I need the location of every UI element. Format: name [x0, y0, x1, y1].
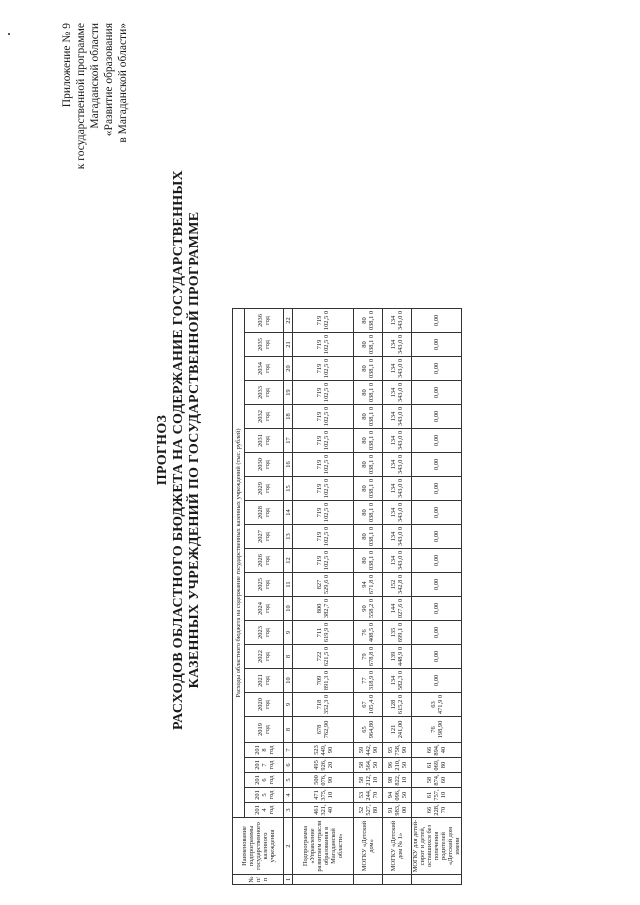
expense-value: 135 699,1 0	[383, 621, 412, 645]
expense-value: 0,00	[412, 525, 462, 549]
expense-value: 80 038,1 0	[354, 381, 383, 405]
expense-value: 134 343,0 0	[383, 453, 412, 477]
column-index: 9	[284, 621, 293, 645]
expense-value: 80 038,1 0	[354, 525, 383, 549]
expense-value: 59 442, 90	[354, 743, 383, 758]
appendix-line: «Развитие образования	[103, 23, 115, 137]
row-name: МОГКУ «Детский дом»	[354, 818, 383, 875]
expense-value: 134 343,0 0	[383, 549, 412, 573]
expense-value: 0,00	[412, 357, 462, 381]
title-line: РАСХОДОВ ОБЛАСТНОГО БЮДЖЕТА НА СОДЕРЖАНИЕ ГОСУДАРСТВЕННЫХ	[171, 170, 186, 730]
expense-value: 95 758, 90	[383, 743, 412, 758]
header-year: 2022 год	[245, 645, 284, 669]
expense-value: 80 038,1 0	[354, 549, 383, 573]
expense-value: 77 318,9 0	[354, 669, 383, 693]
expense-value: 719 102,5 0	[293, 453, 354, 477]
header-number: № п/ п	[233, 875, 284, 885]
expense-value: 139 448,9 0	[383, 645, 412, 669]
expense-value: 0,00	[412, 333, 462, 357]
column-index: 11	[284, 573, 293, 597]
expense-value: 0,00	[412, 597, 462, 621]
expense-value: 0,00	[412, 309, 462, 333]
expense-value: 152 342,8 0	[383, 573, 412, 597]
expense-value: 800 382,7 0	[293, 597, 354, 621]
header-year: 201 4 год	[245, 803, 284, 818]
column-index: 13	[284, 525, 293, 549]
column-index: 22	[284, 309, 293, 333]
row-number	[293, 875, 354, 885]
expense-value: 709 891,3 0	[293, 669, 354, 693]
column-index: 9	[284, 693, 293, 717]
expense-value: 0,00	[412, 645, 462, 669]
expense-value: 80 038,1 0	[354, 405, 383, 429]
title-line: КАЗЕННЫХ УЧРЕЖДЕНИЙ ПО ГОСУДАРСТВЕННОЙ ПРОГРАММЕ	[187, 211, 202, 689]
expense-value: 719 102,5 0	[293, 381, 354, 405]
expense-value: 471 375, 10	[293, 788, 354, 803]
expense-value: 66 894, 40	[412, 743, 462, 758]
column-index: 2	[284, 818, 293, 875]
expense-value: 52 527, 80	[354, 803, 383, 818]
row-name: МОГКУ для детей-сирот и детей, оставшихся без попечения родителей «Детский дом имени	[412, 818, 462, 875]
expense-value: 0,00	[412, 405, 462, 429]
expense-value: 65 964,80	[354, 717, 383, 743]
header-year: 2035 год	[245, 333, 284, 357]
expense-value: 96 210, 50	[383, 758, 412, 773]
column-index-row	[284, 309, 293, 885]
expense-value: 0,00	[412, 453, 462, 477]
column-index: 20	[284, 357, 293, 381]
column-index: 18	[284, 405, 293, 429]
expense-value: 0,00	[412, 669, 462, 693]
expense-value: 523 449, 90	[293, 743, 354, 758]
column-index: 4	[284, 788, 293, 803]
expense-value: 678 762,90	[293, 717, 354, 743]
column-index: 1	[284, 875, 293, 885]
scan-speck	[8, 33, 10, 35]
expense-value: 500 076, 90	[293, 773, 354, 788]
expense-value: 58 212, 10	[354, 773, 383, 788]
expense-value: 495 926, 20	[293, 758, 354, 773]
expense-value: 79 678,8 0	[354, 645, 383, 669]
budget-forecast-table	[232, 308, 462, 885]
document-title	[155, 125, 203, 775]
expense-value: 134 343,0 0	[383, 357, 412, 381]
column-index: 21	[284, 333, 293, 357]
expense-value: 719 102,5 0	[293, 333, 354, 357]
expense-value: 94 671,8 0	[354, 573, 383, 597]
row-name: МОГКУ «Детский дом № 1»	[383, 818, 412, 875]
header-year: 2026 год	[245, 549, 284, 573]
expense-value: 711 619,9 0	[293, 621, 354, 645]
column-index: 10	[284, 597, 293, 621]
header-expenses: Расходы областного бюджета на содержание государственных казенных учреждений (тыс. рублей)	[233, 309, 245, 818]
expense-value: 80 038,1 0	[354, 429, 383, 453]
expense-value: 121 241,00	[383, 717, 412, 743]
expense-value: 719 102,5 0	[293, 549, 354, 573]
column-index: 15	[284, 477, 293, 501]
expense-value: 0,00	[412, 621, 462, 645]
expense-value: 134 343,0 0	[383, 381, 412, 405]
appendix-line: в Магаданской области»	[117, 23, 129, 143]
expense-value: 76 408,5 0	[354, 621, 383, 645]
header-year: 2029 год	[245, 477, 284, 501]
expense-value: 80 038,1 0	[354, 357, 383, 381]
expense-value: 0,00	[412, 429, 462, 453]
expense-value: 98 822, 10	[383, 773, 412, 788]
header-year: 2031 год	[245, 429, 284, 453]
column-index: 8	[284, 645, 293, 669]
header-year: 2030 год	[245, 453, 284, 477]
expense-value: 0,00	[412, 381, 462, 405]
row-number	[383, 875, 412, 885]
row-number	[354, 875, 383, 885]
expense-value: 80 038,1 0	[354, 453, 383, 477]
table-row	[412, 309, 462, 885]
table-row	[293, 309, 354, 885]
column-index: 6	[284, 758, 293, 773]
expense-value: 58 564, 50	[354, 758, 383, 773]
expense-value: 53 244, 70	[354, 788, 383, 803]
expense-value: 91 983, 00	[383, 803, 412, 818]
expense-value: 719 102,5 0	[293, 357, 354, 381]
expense-value: 0,00	[412, 477, 462, 501]
expense-value: 134 582,3 0	[383, 669, 412, 693]
expense-value: 719 102,5 0	[293, 477, 354, 501]
column-index: 17	[284, 429, 293, 453]
expense-value: 61 757, 10	[412, 788, 462, 803]
expense-value: 80 038,1 0	[354, 477, 383, 501]
header-year: 201 6 год	[245, 773, 284, 788]
row-name: Подпрограмма «Управление развитием отрасли образования в Магаданской области»	[293, 818, 354, 875]
expense-value: 80 038,1 0	[354, 333, 383, 357]
header-year: 2032 год	[245, 405, 284, 429]
expense-value: 80 038,1 0	[354, 501, 383, 525]
header-year: 201 8 год	[245, 743, 284, 758]
expense-value: 134 343,0 0	[383, 501, 412, 525]
expense-value: 718 352,3 0	[293, 693, 354, 717]
title-line: ПРОГНОЗ	[155, 414, 170, 486]
expense-value: 722 621,5 0	[293, 645, 354, 669]
column-index: 12	[284, 549, 293, 573]
expense-value: 61 069, 80	[412, 758, 462, 773]
expense-value: 58 874, 60	[412, 773, 462, 788]
column-index: 5	[284, 773, 293, 788]
table-row	[354, 309, 383, 885]
expense-value: 134 343,0 0	[383, 333, 412, 357]
expense-value: 134 343,0 0	[383, 525, 412, 549]
column-index: 3	[284, 803, 293, 818]
header-year: 2027 год	[245, 525, 284, 549]
header-year: 2019 год	[245, 717, 284, 743]
expense-value: 134 343,0 0	[383, 477, 412, 501]
expense-value: 134 343,0 0	[383, 429, 412, 453]
header-year: 2021 год	[245, 669, 284, 693]
expense-value: 719 102,5 0	[293, 405, 354, 429]
header-year: 2036 год	[245, 309, 284, 333]
expense-value: 0,00	[412, 573, 462, 597]
appendix-line: к государственной программе	[75, 23, 87, 170]
expense-value: 134 343,0 0	[383, 309, 412, 333]
column-index: 7	[284, 743, 293, 758]
expense-value: 719 102,5 0	[293, 525, 354, 549]
expense-value: 719 102,5 0	[293, 309, 354, 333]
expense-value: 63 471,9 0	[412, 693, 462, 717]
table-row	[383, 309, 412, 885]
expense-value: 144 027,6 0	[383, 597, 412, 621]
header-year: 201 5 год	[245, 788, 284, 803]
expense-value: 90 558,2 0	[354, 597, 383, 621]
header-year: 2034 год	[245, 357, 284, 381]
column-index: 10	[284, 669, 293, 693]
expense-value: 66 228, 70	[412, 803, 462, 818]
header-year: 2023 год	[245, 621, 284, 645]
expense-value: 76 198,90	[412, 717, 462, 743]
expense-value: 719 102,5 0	[293, 501, 354, 525]
expense-value: 134 343,0 0	[383, 405, 412, 429]
header-year: 2033 год	[245, 381, 284, 405]
expense-value: 128 615,2 0	[383, 693, 412, 717]
column-index: 14	[284, 501, 293, 525]
expense-value: 94 096, 50	[383, 788, 412, 803]
expense-value: 67 105,4 0	[354, 693, 383, 717]
header-name: Наименование подпрограммы государственного казенного учреждения	[233, 818, 284, 875]
column-index: 8	[284, 717, 293, 743]
appendix-line: Магаданской области	[89, 23, 101, 129]
header-year: 2028 год	[245, 501, 284, 525]
expense-value: 827 529,6 0	[293, 573, 354, 597]
header-year: 2020 год	[245, 693, 284, 717]
appendix-line: Приложение № 9	[61, 23, 73, 108]
expense-value: 719 102,5 0	[293, 429, 354, 453]
column-index: 19	[284, 381, 293, 405]
header-years-row	[245, 309, 284, 885]
expense-value: 0,00	[412, 549, 462, 573]
header-year: 2024 год	[245, 597, 284, 621]
expense-value: 0,00	[412, 501, 462, 525]
header-year: 2025 год	[245, 573, 284, 597]
appendix-note	[60, 23, 130, 193]
expense-value: 80 038,1 0	[354, 309, 383, 333]
row-number	[412, 875, 462, 885]
header-year: 201 7 год	[245, 758, 284, 773]
column-index: 16	[284, 453, 293, 477]
expense-value: 461 321, 40	[293, 803, 354, 818]
